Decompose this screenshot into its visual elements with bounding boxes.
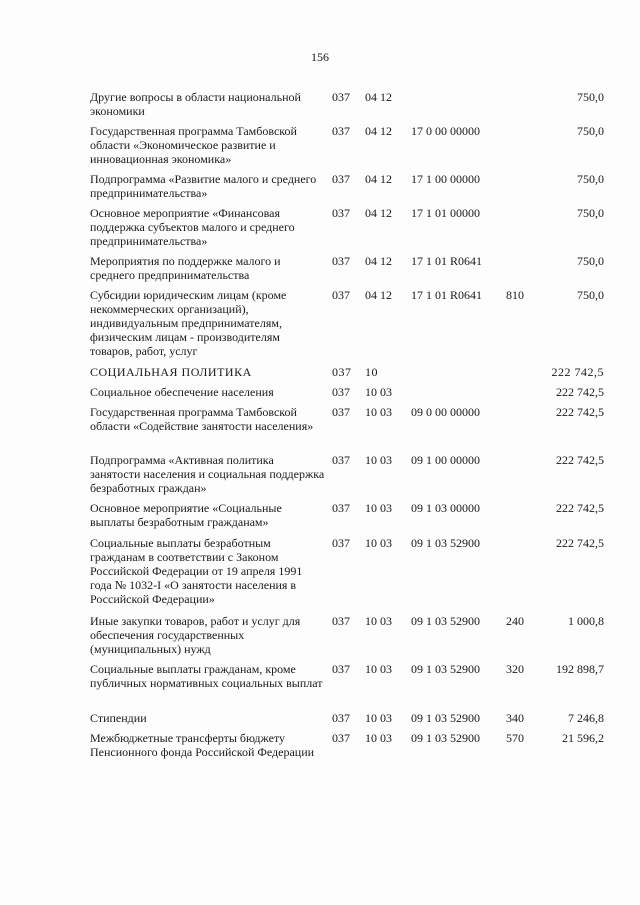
row-gr: 037	[332, 254, 350, 268]
row-sum: 750,0	[577, 124, 604, 138]
row-gr: 037	[332, 172, 350, 186]
row-sum: 750,0	[577, 90, 604, 104]
row-sum: 21 596,2	[562, 731, 604, 745]
row-name: Основное мероприятие «Финансовая поддержка субъектов малого и среднего предпринимательства»	[90, 206, 295, 248]
row-name: Социальное обеспечение населения	[90, 385, 274, 399]
row-target: 17 1 01 R0641	[411, 288, 483, 302]
row-section: 04 12	[365, 206, 392, 220]
row-gr: 037	[332, 711, 350, 725]
row-section: 04 12	[365, 90, 392, 104]
row-gr: 037	[332, 614, 350, 628]
row-target: 09 1 03 52900	[411, 711, 480, 725]
row-name: Мероприятия по поддержке малого и среднего предпринимательства	[90, 254, 281, 282]
row-sum: 192 898,7	[556, 662, 604, 676]
row-name: Субсидии юридическим лицам (кроме некоммерческих организаций), индивидуальным предпринимателям, физическим лицам - производителям товаров, работ, услуг	[90, 288, 287, 358]
row-section: 10 03	[365, 405, 392, 419]
row-section: 10 03	[365, 711, 392, 725]
row-sum: 222 742,5	[556, 501, 604, 515]
row-name: Социальные выплаты безработным гражданам в соответствии с Законом Российской Федерации от 19 апреля 1991 года № 1032-I «О занятости населения в Российской Федерации»	[90, 536, 303, 606]
row-name: Иные закупки товаров, работ и услуг для обеспечения государственных (муниципальных) нужд	[90, 614, 301, 656]
row-target: 09 1 03 00000	[411, 501, 480, 515]
row-name: Социальные выплаты гражданам, кроме публичных нормативных социальных выплат	[90, 662, 323, 690]
row-section: 04 12	[365, 124, 392, 138]
row-name: Подпрограмма «Активная политика занятости населения и социальная поддержка безработных граждан»	[90, 453, 325, 495]
row-target: 09 1 03 52900	[411, 614, 480, 628]
row-section: 10 03	[365, 662, 392, 676]
row-gr: 037	[332, 501, 350, 515]
row-target: 17 0 00 00000	[411, 124, 480, 138]
row-section: 10 03	[365, 501, 392, 515]
row-vr: 320	[506, 662, 524, 676]
row-gr: 037	[332, 288, 350, 302]
row-gr: 037	[332, 405, 350, 419]
row-gr: 037	[332, 731, 350, 745]
row-section: 04 12	[365, 172, 392, 186]
row-target: 09 1 00 00000	[411, 453, 480, 467]
page-number: 156	[311, 50, 329, 64]
row-section: 04 12	[365, 288, 392, 302]
row-gr: 037	[332, 385, 350, 399]
row-target: 17 1 01 00000	[411, 206, 480, 220]
row-vr: 810	[506, 288, 524, 302]
row-target: 09 0 00 00000	[411, 405, 480, 419]
row-sum: 750,0	[577, 206, 604, 220]
row-gr: 037	[332, 536, 350, 550]
row-gr: 037	[332, 365, 352, 379]
row-sum: 222 742,5	[556, 536, 604, 550]
row-name: Стипендии	[90, 711, 147, 725]
row-gr: 037	[332, 124, 350, 138]
row-target: 09 1 03 52900	[411, 731, 480, 745]
row-gr: 037	[332, 662, 350, 676]
row-section: 10 03	[365, 453, 392, 467]
row-vr: 240	[506, 614, 524, 628]
row-name: Государственная программа Тамбовской области «Содействие занятости населения»	[90, 405, 314, 433]
row-name: Подпрограмма «Развитие малого и среднего предпринимательства»	[90, 172, 317, 200]
row-sum: 222 742,5	[556, 453, 604, 467]
row-sum: 7 246,8	[568, 711, 604, 725]
row-sum: 222 742,5	[551, 365, 604, 379]
row-name: Государственная программа Тамбовской области «Экономическое развитие и инновационная экономика»	[90, 124, 297, 166]
row-name: Основное мероприятие «Социальные выплаты безработным гражданам»	[90, 501, 282, 529]
row-section: 10 03	[365, 385, 392, 399]
row-vr: 570	[506, 731, 524, 745]
row-sum: 750,0	[577, 172, 604, 186]
row-section: 10 03	[365, 614, 392, 628]
row-name: СОЦИАЛЬНАЯ ПОЛИТИКА	[90, 365, 252, 379]
row-target: 09 1 03 52900	[411, 662, 480, 676]
row-name: Межбюджетные трансферты бюджету Пенсионного фонда Российской Федерации	[90, 731, 315, 759]
row-sum: 1 000,8	[568, 614, 604, 628]
row-gr: 037	[332, 206, 350, 220]
row-target: 09 1 03 52900	[411, 536, 480, 550]
row-vr: 340	[506, 711, 524, 725]
row-sum: 222 742,5	[556, 385, 604, 399]
row-section: 10 03	[365, 536, 392, 550]
row-sum: 222 742,5	[556, 405, 604, 419]
row-target: 17 1 00 00000	[411, 172, 480, 186]
row-sum: 750,0	[577, 254, 604, 268]
row-section: 10 03	[365, 731, 392, 745]
row-section: 04 12	[365, 254, 392, 268]
row-section: 10	[365, 365, 378, 379]
row-gr: 037	[332, 453, 350, 467]
row-name: Другие вопросы в области национальной экономики	[90, 90, 301, 118]
row-target: 17 1 01 R0641	[411, 254, 483, 268]
row-sum: 750,0	[577, 288, 604, 302]
row-gr: 037	[332, 90, 350, 104]
